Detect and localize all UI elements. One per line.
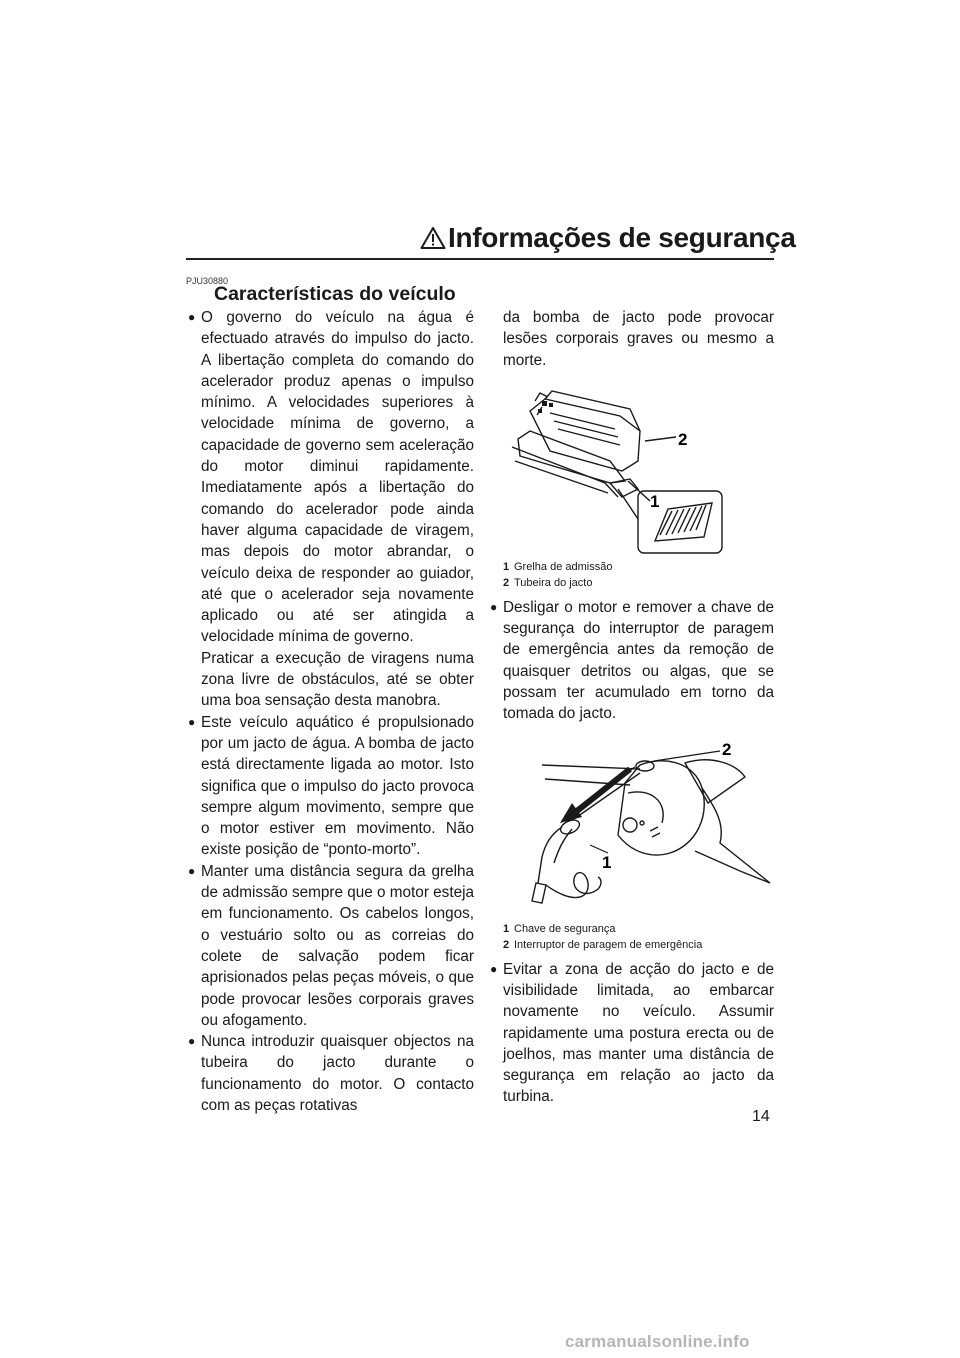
bullet-text-remove-debris: Desligar o motor e remover a chave de segurança do interruptor de paragem de emergência antes da remoção de quaisquer detritos ou algas, que se possam ter acumulado em torno da tomada do jacto.: [503, 598, 774, 723]
safety-key-illustration: [490, 733, 774, 921]
callout-2: 2: [722, 739, 732, 759]
left-column: [188, 307, 474, 1116]
section-title: Características do veículo: [214, 283, 456, 305]
figure-caption: 1 Chave de segurança: [503, 922, 616, 935]
bullet-item: ● Este veículo aquático é propulsionado por um jacto de água. A bomba de jacto está directamente ligada ao motor. Isto significa que o impulso do jacto provoca sempre algum movimento, sempre que o motor estiver em movimento. Não existe posição de “ponto-morto”.: [188, 713, 474, 859]
right-column: [490, 307, 774, 1108]
figure-caption: 1 Grelha de admissão: [503, 560, 613, 573]
bullet-continuation: da bomba de jacto pode provocar lesões corporais graves ou mesmo a morte.: [503, 309, 774, 369]
bullet-text-intake-distance: Manter uma distância segura da grelha de admissão sempre que o motor esteja em funcionamento. Os cabelos longos, o vestuário solto ou as correias do colete de salvação podem ficar aprisionados pelas peças móveis, o que pode provocar lesões corporais graves ou afogamento.: [201, 862, 474, 1029]
bullet-item: ● Manter uma distância segura da grelha de admissão sempre que o motor esteja em funcionamento. Os cabelos longos, o vestuário solto ou as correias do colete de salvação podem ficar aprisionados pelas peças móveis, o que pode provocar lesões corporais graves ou afogamento.: [188, 862, 474, 1029]
callout-2: 2: [678, 429, 688, 449]
intake-grate-illustration: [490, 371, 774, 559]
page-number: 14: [752, 1108, 770, 1125]
header-rule: [186, 258, 774, 260]
section-code: PJU30880: [186, 276, 229, 286]
callout-1: 1: [650, 491, 660, 511]
bullet-text-reboarding: Evitar a zona de acção do jacto e de visibilidade limitada, ao embarcar novamente no veículo. Assumir rapidamente uma postura erecta ou de joelhos, mas manter uma distância de segurança em relação ao jacto da turbina.: [503, 960, 774, 1106]
bullet-item: ● O governo do veículo na água é efectuado através do impulso do jacto. A libertação completa do comando do acelerador produz apenas o impulso mínimo. A velocidades superiores à velocidade mínima de governo, a capacidade de governo sem aceleração do motor diminui rapidamente. Imediatamente após a libertação do comando do acelerador pode ainda haver alguma capacidade de viragem, mas depois do motor abrandar, o veículo deixa de responder ao guiador, até que o acelerador seja novamente aplicado ou até ser atingida a velocidade mínima de governo.: [188, 309, 474, 646]
callout-1: 1: [602, 852, 612, 872]
figure-intake-grate: [490, 371, 774, 559]
footer-watermark: carmanualsonline.info: [565, 1332, 750, 1351]
bullet-text-propulsion: Este veículo aquático é propulsionado por um jacto de água. A bomba de jacto está directamente ligada ao motor. Isto significa que o impulso do jacto provoca sempre algum movimento, sempre que o motor estiver em movimento. Não existe posição de “ponto-morto”.: [201, 713, 474, 859]
bullet-item: ● Evitar a zona de acção do jacto e de visibilidade limitada, ao embarcar novamente no veículo. Assumir rapidamente uma postura erecta ou de joelhos, mas manter uma distância de segurança em relação ao jacto da turbina.: [490, 960, 774, 1106]
figure-safety-key: [490, 733, 774, 921]
warning-triangle-icon: [420, 226, 446, 250]
figure-caption: 2 Interruptor de paragem de emergência: [503, 938, 703, 951]
bullet-text-jet-nozzle: Nunca introduzir quaisquer objectos na tubeira do jacto durante o funcionamento do motor. O contacto com as peças rotativas: [201, 1033, 474, 1114]
bullet-continuation: Praticar a execução de viragens numa zona livre de obstáculos, até se obter uma boa sensação desta manobra.: [201, 649, 474, 710]
page-header-title: Informações de segurança: [448, 222, 796, 253]
bullet-text-steering: O governo do veículo na água é efectuado através do impulso do jacto. A libertação completa do comando do acelerador produz apenas o impulso mínimo. A velocidades superiores à velocidade mínima de governo, a capacidade de governo sem aceleração do motor diminui rapidamente. Imediatamente após a libertação do comando do acelerador pode ainda haver alguma capacidade de viragem, mas depois do motor abrandar, o veículo deixa de responder ao guiador, até que o acelerador seja novamente aplicado ou até ser atingida a velocidade mínima de governo.: [201, 309, 474, 646]
bullet-item: ● Nunca introduzir quaisquer objectos na tubeira do jacto durante o funcionamento do motor. O contacto com as peças rotativas: [188, 1033, 474, 1114]
figure-caption: 2 Tubeira do jacto: [503, 576, 593, 589]
bullet-item: ● Desligar o motor e remover a chave de segurança do interruptor de paragem de emergência antes da remoção de quaisquer detritos ou algas, que se possam ter acumulado em torno da tomada do jacto.: [490, 598, 774, 723]
